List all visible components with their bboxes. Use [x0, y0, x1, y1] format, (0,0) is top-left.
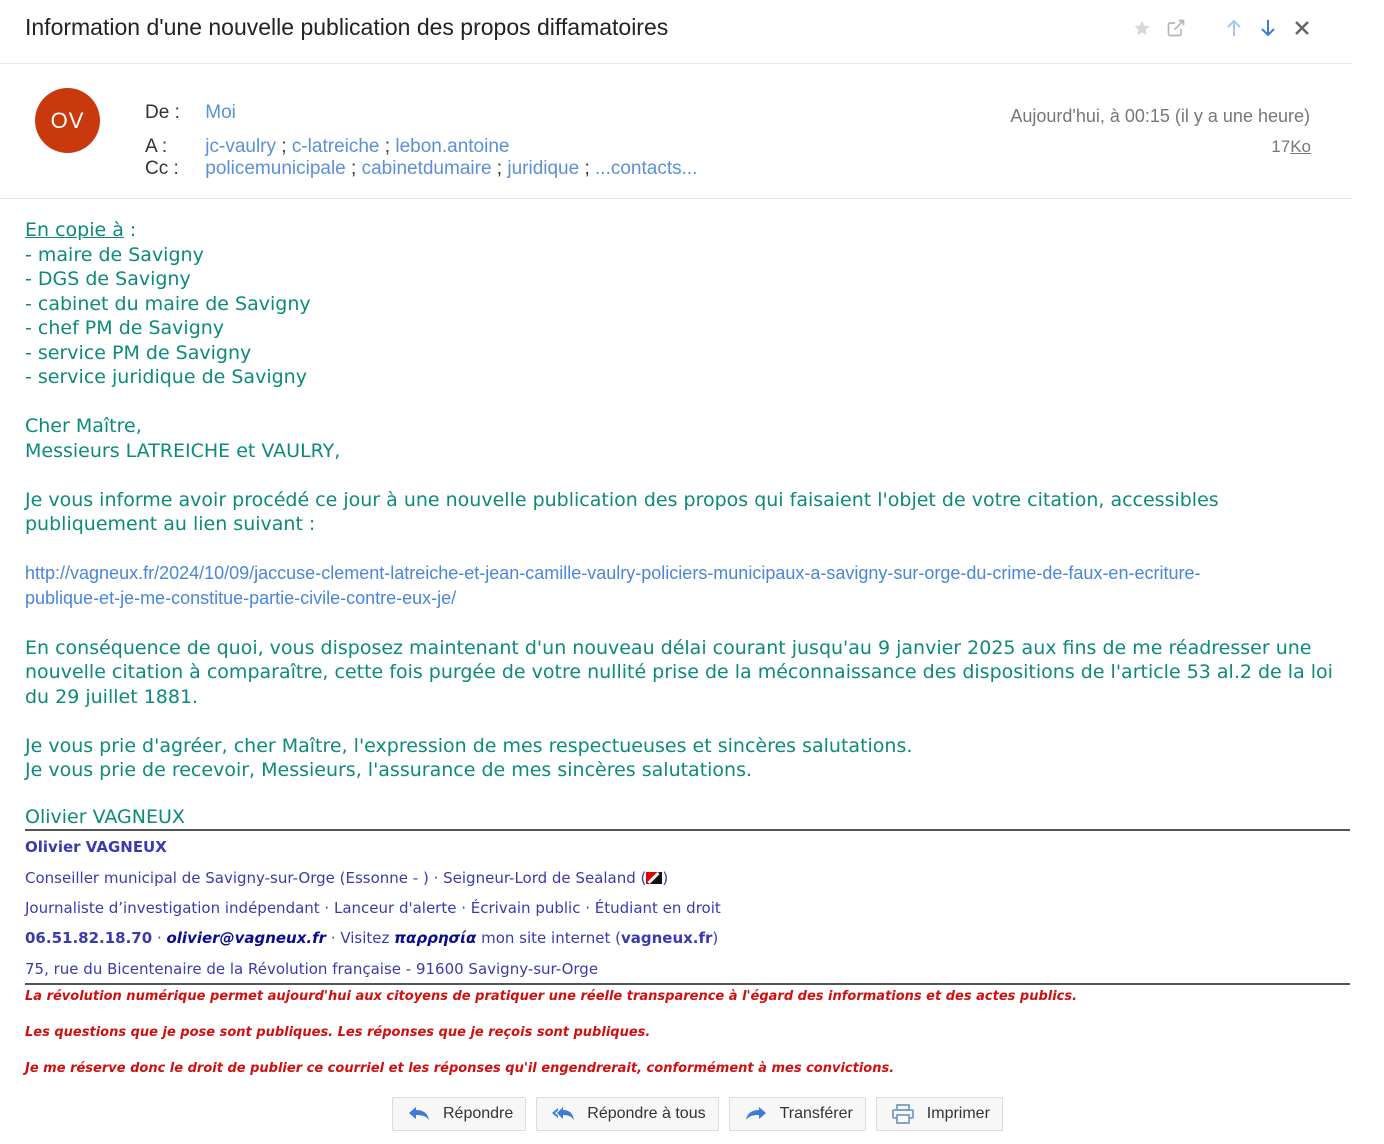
spacer: [25, 463, 1355, 488]
reply-all-button[interactable]: [536, 1097, 718, 1131]
to-row: [145, 136, 509, 158]
reply-label: Répondre: [443, 1105, 514, 1122]
size-unit: Ko: [1290, 137, 1311, 156]
sig-dot: ·: [152, 929, 167, 947]
cc-recipient[interactable]: cabinetdumaire: [361, 158, 492, 179]
to-recipient[interactable]: c-latreiche: [291, 136, 380, 157]
paragraph-publication: Je vous informe avoir procédé ce jour à une nouvelle publication des propos qui faisaient l'objet de votre citation, accessibles publiquement au lien suivant :: [25, 488, 1219, 535]
sig-parrhesia: παρρησία: [394, 929, 477, 947]
recipient-separator: ;: [584, 158, 596, 179]
body-signature-name: Olivier VAGNEUX: [25, 806, 185, 828]
message-topbar: [0, 0, 1352, 64]
disclaimer-divider: [25, 983, 1350, 985]
to-recipient[interactable]: jc-vaulry: [205, 136, 277, 157]
reply-all-label: Répondre à tous: [587, 1105, 706, 1122]
message-toolbar: [1132, 16, 1312, 40]
disclaimer-line: Les questions que je pose sont publiques. Les réponses que je reçois sont publiques.: [25, 1025, 651, 1040]
sig-address: 75, rue du Bicentenaire de la Révolution française - 91600 Savigny-sur-Orge: [25, 960, 599, 978]
forward-icon: [744, 1104, 768, 1124]
disclaimer-line: Je me réserve donc le droit de publier ce courriel et les réponses qu'il engendrerait, conformément à mes convictions.: [25, 1061, 895, 1076]
sig-line-contact: [25, 929, 718, 947]
reply-button[interactable]: [392, 1097, 526, 1131]
sig-email[interactable]: olivier@vagneux.fr: [166, 929, 327, 947]
sig-site-link[interactable]: vagneux.fr: [620, 929, 713, 947]
star-icon[interactable]: [1132, 16, 1152, 40]
printer-icon: [891, 1104, 915, 1124]
forward-label: Transférer: [779, 1105, 853, 1122]
recipient-separator: ;: [351, 158, 362, 179]
copy-label: En copie à: [25, 219, 124, 241]
sig-line-titles: Journaliste d’investigation indépendant · Lanceur d'alerte · Écrivain public · Étudiant en droit: [25, 899, 721, 917]
avatar: OV: [35, 88, 100, 153]
reply-all-icon: [551, 1104, 575, 1124]
article-link[interactable]: [25, 561, 1355, 611]
message-header: [0, 64, 1352, 199]
from-row: [145, 102, 236, 124]
sig-dot: ·: [428, 869, 444, 887]
article-link-line2[interactable]: publique-et-je-me-constitue-partie-civile-contre-eux-je/: [25, 588, 457, 608]
spacer: [25, 611, 1355, 636]
sig-site-text: mon site internet (: [476, 929, 621, 947]
spacer: [25, 537, 1355, 562]
disclaimer-line: La révolution numérique permet aujourd'hui aux citoyens de pratiquer une réelle transparence à l'égard des informations et des actes publics.: [25, 989, 1078, 1004]
paragraph-delay: En conséquence de quoi, vous disposez maintenant d'un nouveau délai courant jusqu'au 9 janvier 2025 aux fins de me réadresser une nouvelle citation à comparaître, cette fois purgée de votre nullité prise de la méconnaissance des dispositions de l'article 53 al.2 de la loi du 29 juillet 1881.: [25, 636, 1333, 708]
recipient-separator: ;: [496, 158, 508, 179]
copy-list: - maire de Savigny - DGS de Savigny - cabinet du maire de Savigny - chef PM de Savigny - service PM de Savigny - service juridique de Savigny: [25, 243, 311, 388]
message-body: [25, 218, 1355, 783]
sig-line-roles: [25, 869, 668, 887]
copy-heading: [25, 218, 1355, 243]
sig-role-sealand: Seigneur-Lord de Sealand (: [443, 869, 647, 887]
from-value[interactable]: Moi: [205, 102, 236, 123]
sig-name-text: Olivier VAGNEUX: [25, 838, 167, 856]
sig-phone[interactable]: 06.51.82.18.70: [25, 929, 153, 947]
to-label: A :: [145, 136, 168, 157]
sig-site-close: ): [712, 929, 719, 947]
arrow-down-icon[interactable]: [1258, 16, 1278, 40]
greeting: Cher Maître, Messieurs LATREICHE et VAULRY,: [25, 415, 341, 462]
print-button[interactable]: [876, 1097, 1003, 1131]
to-recipient[interactable]: lebon.antoine: [395, 136, 510, 157]
article-link-line1[interactable]: http://vagneux.fr/2024/10/09/jaccuse-clement-latreiche-et-jean-camille-vaulry-policiers-municipaux-a-savigny-sur-orge-du-crime-de-faux-en-ecriture-: [25, 563, 1201, 583]
sealand-flag-icon: [646, 872, 662, 884]
cc-recipient[interactable]: juridique: [507, 158, 580, 179]
from-label: De :: [145, 102, 180, 123]
closing: Je vous prie d'agréer, cher Maître, l'expression de mes respectueuses et sincères salutations. Je vous prie de recevoir, Messieurs, l'assurance de mes sincères salutations.: [25, 734, 913, 781]
recipient-separator: ;: [384, 136, 396, 157]
sig-name: [25, 838, 167, 856]
sig-role-council: Conseiller municipal de Savigny-sur-Orge (Essonne - ): [25, 869, 429, 887]
message-actions: [392, 1097, 1003, 1131]
message-size: [1271, 137, 1311, 157]
external-link-icon[interactable]: [1166, 16, 1186, 40]
close-icon[interactable]: [1292, 16, 1312, 40]
cc-more-contacts[interactable]: ...contacts...: [595, 158, 698, 179]
recipient-separator: ;: [281, 136, 292, 157]
cc-label: Cc :: [145, 158, 179, 179]
arrow-up-icon[interactable]: [1224, 16, 1244, 40]
spacer: [25, 709, 1355, 734]
signature-divider: [25, 829, 1350, 831]
sig-role-close: ): [662, 869, 669, 887]
cc-row: [145, 158, 697, 180]
message-subject: Information d'une nouvelle publication des propos diffamatoires: [25, 14, 669, 40]
sig-visit: · Visitez: [326, 929, 395, 947]
forward-button[interactable]: [729, 1097, 866, 1131]
message-date: Aujourd'hui, à 00:15 (il y a une heure): [1010, 106, 1310, 126]
size-number: 17: [1271, 137, 1291, 156]
print-label: Imprimer: [926, 1105, 990, 1122]
spacer: [25, 390, 1355, 415]
cc-recipient[interactable]: policemunicipale: [205, 158, 346, 179]
copy-colon: :: [123, 219, 137, 241]
reply-icon: [407, 1104, 431, 1124]
